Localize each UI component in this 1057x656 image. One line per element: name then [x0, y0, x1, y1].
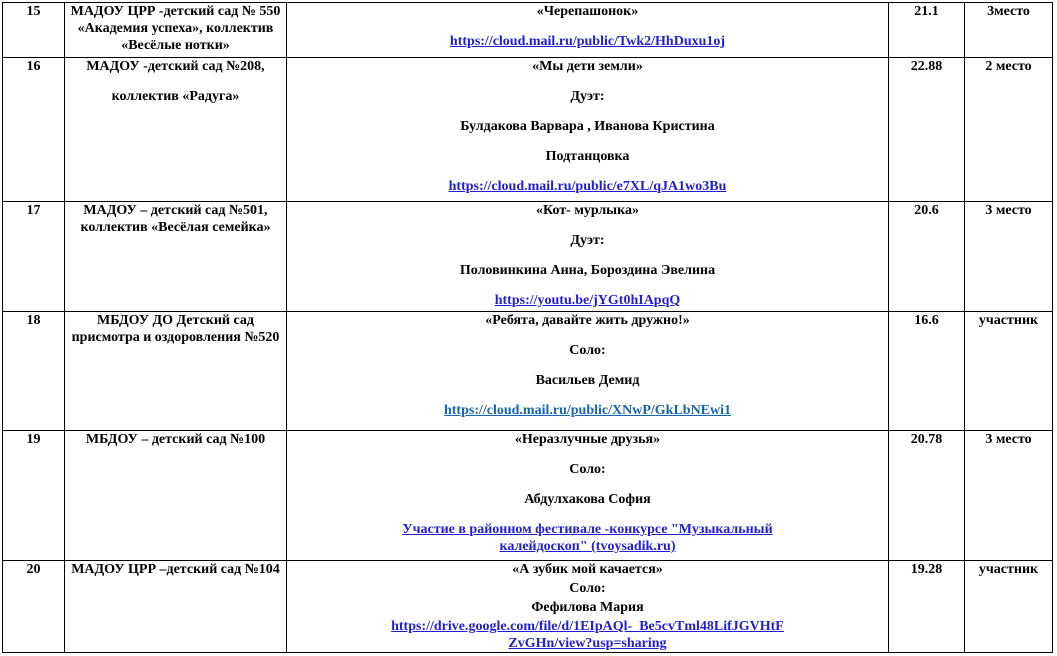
organization-line: МАДОУ -детский сад №208, — [86, 59, 265, 74]
row-number: 20 — [3, 561, 65, 653]
performance-title: «Кот- мурлыка» — [536, 203, 639, 218]
performance-cell — [287, 202, 889, 312]
performers: Фефилова Мария — [531, 600, 644, 615]
performance-category: Соло: — [569, 581, 606, 596]
performance-category: Дуэт: — [570, 233, 605, 248]
results-table — [2, 2, 1053, 653]
row-number: 17 — [3, 202, 65, 312]
performance-title: «Мы дети земли» — [532, 59, 643, 74]
row-number: 18 — [3, 312, 65, 431]
table-row — [3, 431, 1053, 561]
video-link[interactable]: https://drive.google.com/file/d/1EIpAQl-_Be5cvTml48LifJGVHtFZvGHn/view?usp=sharing — [391, 619, 784, 651]
score: 21.1 — [889, 3, 965, 58]
video-link[interactable]: https://cloud.mail.ru/public/Twk2/HhDuxu1oj — [449, 34, 726, 49]
organization: МАДОУ ЦРР -детский сад № 550 «Академия успеха», коллектив «Весёлые нотки» — [65, 3, 287, 58]
performance-cell — [287, 561, 889, 653]
performers: Булдакова Варвара , Иванова Кристина — [460, 119, 715, 134]
score: 19.28 — [889, 561, 965, 653]
place: 2 место — [965, 58, 1053, 202]
video-link[interactable]: https://youtu.be/jYGt0hIApqQ — [494, 293, 681, 308]
performers: Абдулхакова София — [524, 492, 651, 507]
table-row — [3, 202, 1053, 312]
place: участник — [965, 312, 1053, 431]
performers: Васильев Демид — [535, 373, 640, 388]
place: участник — [965, 561, 1053, 653]
organization — [65, 58, 287, 202]
table-row — [3, 561, 1053, 653]
organization: МАДОУ ЦРР –детский сад №104 — [65, 561, 287, 653]
table-row — [3, 312, 1053, 431]
organization: МБДОУ – детский сад №100 — [65, 431, 287, 561]
performance-title: «Ребята, давайте жить дружно!» — [485, 313, 690, 328]
organization: МБДОУ ДО Детский сад присмотра и оздоровления №520 — [65, 312, 287, 431]
table-row — [3, 3, 1053, 58]
performance-title: «Неразлучные друзья» — [514, 432, 661, 447]
video-link[interactable]: https://cloud.mail.ru/public/e7XL/qJA1wo3Bu — [448, 179, 727, 194]
performance-title: «А зубик мой качается» — [512, 562, 663, 577]
table-row — [3, 58, 1053, 202]
performance-cell — [287, 431, 889, 561]
place: 3 место — [965, 431, 1053, 561]
place: 3 место — [965, 202, 1053, 312]
place: 3место — [965, 3, 1053, 58]
score: 16.6 — [889, 312, 965, 431]
performance-category: Соло: — [569, 343, 606, 358]
performers: Половинкина Анна, Бороздина Эвелина — [459, 263, 716, 278]
performance-note: Подтанцовка — [545, 149, 630, 164]
video-link[interactable]: https://cloud.mail.ru/public/XNwP/GkLbNEwi1 — [443, 403, 732, 418]
row-number: 15 — [3, 3, 65, 58]
score: 20.6 — [889, 202, 965, 312]
performance-category: Дуэт: — [570, 89, 605, 104]
row-number: 16 — [3, 58, 65, 202]
festival-link[interactable]: Участие в районном фестивале -конкурсе "Музыкальный калейдоскоп" (tvoysadik.ru) — [402, 522, 773, 554]
performance-title: «Черепашонок» — [536, 4, 639, 19]
performance-cell — [287, 3, 889, 58]
performance-cell — [287, 58, 889, 202]
score: 20.78 — [889, 431, 965, 561]
organization-line: коллектив «Радуга» — [111, 89, 240, 104]
performance-category: Соло: — [569, 462, 606, 477]
row-number: 19 — [3, 431, 65, 561]
score: 22.88 — [889, 58, 965, 202]
performance-cell — [287, 312, 889, 431]
organization: МАДОУ – детский сад №501, коллектив «Весёлая семейка» — [65, 202, 287, 312]
